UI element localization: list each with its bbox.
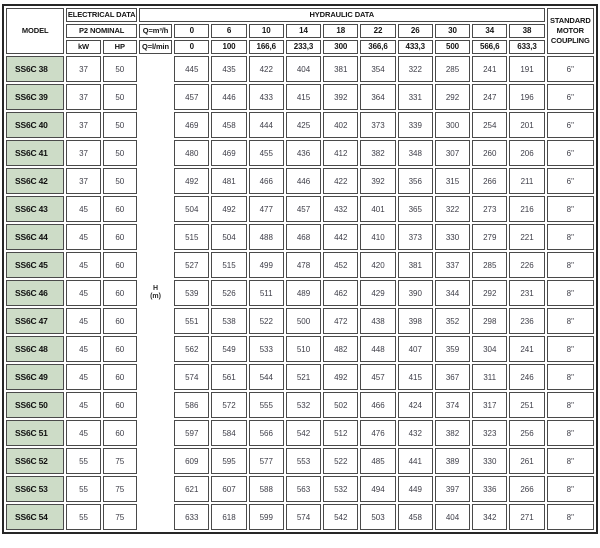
head-value-cell: 544 [249, 364, 284, 390]
flow-m3h-value: 14 [286, 24, 321, 38]
head-value-cell: 432 [323, 196, 358, 222]
kw-cell: 45 [66, 336, 100, 362]
table-row [6, 196, 594, 222]
head-unit-label: (m) [150, 293, 161, 300]
head-value-cell: 251 [509, 392, 544, 418]
coupling-cell: 6" [547, 56, 594, 82]
kw-cell: 37 [66, 84, 100, 110]
flow-lmin-value: 366,6 [360, 40, 395, 54]
flow-lmin-value: 633,3 [509, 40, 544, 54]
table-row [6, 476, 594, 502]
head-value-cell: 466 [360, 392, 395, 418]
head-value-cell: 476 [360, 420, 395, 446]
head-value-cell: 336 [472, 476, 507, 502]
table-body [6, 56, 594, 530]
head-value-cell: 432 [398, 420, 433, 446]
hp-cell: 60 [103, 196, 137, 222]
head-value-cell: 607 [211, 476, 246, 502]
table-row [6, 336, 594, 362]
head-value-cell: 390 [398, 280, 433, 306]
coupling-cell: 8" [547, 224, 594, 250]
coupling-cell: 8" [547, 448, 594, 474]
head-value-cell: 402 [323, 112, 358, 138]
p2-nominal-header: P2 NOMINAL [66, 24, 136, 38]
head-value-cell: 466 [249, 168, 284, 194]
head-value-cell: 599 [249, 504, 284, 530]
hp-cell: 50 [103, 168, 137, 194]
head-value-cell: 522 [249, 308, 284, 334]
table-row [6, 280, 594, 306]
head-value-cell: 392 [360, 168, 395, 194]
head-value-cell: 462 [323, 280, 358, 306]
head-value-cell: 446 [286, 168, 321, 194]
head-value-cell: 485 [360, 448, 395, 474]
head-value-cell: 503 [360, 504, 395, 530]
head-value-cell: 196 [509, 84, 544, 110]
head-value-cell: 633 [174, 504, 209, 530]
head-value-cell: 542 [286, 420, 321, 446]
model-cell: SS6C 43 [6, 196, 64, 222]
head-value-cell: 206 [509, 140, 544, 166]
head-value-cell: 482 [323, 336, 358, 362]
head-value-cell: 374 [435, 392, 470, 418]
head-value-cell: 311 [472, 364, 507, 390]
head-value-cell: 442 [323, 224, 358, 250]
head-value-cell: 621 [174, 476, 209, 502]
kw-cell: 37 [66, 168, 100, 194]
head-value-cell: 401 [360, 196, 395, 222]
head-value-cell: 221 [509, 224, 544, 250]
head-value-cell: 348 [398, 140, 433, 166]
head-value-cell: 441 [398, 448, 433, 474]
head-value-cell: 412 [323, 140, 358, 166]
head-value-cell: 381 [398, 252, 433, 278]
coupling-cell: 8" [547, 504, 594, 530]
model-cell: SS6C 38 [6, 56, 64, 82]
head-value-cell: 382 [435, 420, 470, 446]
head-value-cell: 342 [472, 504, 507, 530]
flow-m3h-value: 10 [249, 24, 284, 38]
coupling-column-header: STANDARD MOTOR COUPLING [547, 8, 594, 54]
head-value-cell: 317 [472, 392, 507, 418]
coupling-cell: 8" [547, 196, 594, 222]
head-value-cell: 422 [323, 168, 358, 194]
head-value-cell: 323 [472, 420, 507, 446]
head-value-cell: 452 [323, 252, 358, 278]
head-value-cell: 330 [472, 448, 507, 474]
head-value-cell: 457 [360, 364, 395, 390]
head-value-cell: 515 [174, 224, 209, 250]
head-value-cell: 322 [435, 196, 470, 222]
model-cell: SS6C 53 [6, 476, 64, 502]
head-value-cell: 436 [286, 140, 321, 166]
head-value-cell: 404 [286, 56, 321, 82]
head-value-cell: 339 [398, 112, 433, 138]
coupling-cell: 8" [547, 308, 594, 334]
head-value-cell: 261 [509, 448, 544, 474]
header-row-groups [6, 8, 594, 22]
model-cell: SS6C 45 [6, 252, 64, 278]
head-value-cell: 533 [249, 336, 284, 362]
head-value-cell: 561 [211, 364, 246, 390]
flow-lmin-label: Q=l/min [139, 40, 172, 54]
head-value-cell: 504 [211, 224, 246, 250]
coupling-cell: 8" [547, 392, 594, 418]
head-value-cell: 266 [509, 476, 544, 502]
coupling-cell: 8" [547, 336, 594, 362]
kw-cell: 45 [66, 364, 100, 390]
head-value-cell: 489 [286, 280, 321, 306]
head-value-cell: 488 [249, 224, 284, 250]
head-value-cell: 574 [286, 504, 321, 530]
head-value-cell: 510 [286, 336, 321, 362]
coupling-cell: 8" [547, 252, 594, 278]
header-row-flow-m3h [6, 24, 594, 38]
head-value-cell: 298 [472, 308, 507, 334]
head-value-cell: 260 [472, 140, 507, 166]
flow-m3h-value: 0 [174, 24, 209, 38]
flow-lmin-value: 566,6 [472, 40, 507, 54]
hp-cell: 60 [103, 392, 137, 418]
coupling-cell: 6" [547, 140, 594, 166]
table-row [6, 364, 594, 390]
head-value-cell: 478 [286, 252, 321, 278]
head-value-cell: 595 [211, 448, 246, 474]
table-row [6, 56, 594, 82]
head-value-cell: 472 [323, 308, 358, 334]
head-value-cell: 618 [211, 504, 246, 530]
head-value-cell: 307 [435, 140, 470, 166]
head-value-cell: 455 [249, 140, 284, 166]
table-row [6, 420, 594, 446]
head-value-cell: 216 [509, 196, 544, 222]
flow-lmin-value: 300 [323, 40, 358, 54]
head-value-cell: 241 [472, 56, 507, 82]
head-value-cell: 549 [211, 336, 246, 362]
header-row-flow-lmin [6, 40, 594, 54]
flow-m3h-value: 38 [509, 24, 544, 38]
head-value-cell: 586 [174, 392, 209, 418]
hp-cell: 60 [103, 336, 137, 362]
head-value-cell: 271 [509, 504, 544, 530]
head-value-cell: 448 [360, 336, 395, 362]
head-value-cell: 457 [174, 84, 209, 110]
flow-lmin-value: 433,3 [398, 40, 433, 54]
head-value-cell: 542 [323, 504, 358, 530]
flow-m3h-value: 6 [211, 24, 246, 38]
model-cell: SS6C 51 [6, 420, 64, 446]
head-value-cell: 597 [174, 420, 209, 446]
model-cell: SS6C 40 [6, 112, 64, 138]
head-value-cell: 254 [472, 112, 507, 138]
head-value-cell: 500 [286, 308, 321, 334]
head-value-cell: 532 [286, 392, 321, 418]
head-value-cell: 304 [472, 336, 507, 362]
head-unit-cell [139, 56, 172, 530]
table-row [6, 168, 594, 194]
head-value-cell: 522 [323, 448, 358, 474]
head-value-cell: 359 [435, 336, 470, 362]
table-row [6, 448, 594, 474]
head-value-cell: 449 [398, 476, 433, 502]
hp-cell: 60 [103, 308, 137, 334]
head-value-cell: 337 [435, 252, 470, 278]
flow-lmin-value: 166,6 [249, 40, 284, 54]
flow-m3h-value: 30 [435, 24, 470, 38]
hp-cell: 75 [103, 476, 137, 502]
head-value-cell: 247 [472, 84, 507, 110]
head-value-cell: 231 [509, 280, 544, 306]
head-value-cell: 322 [398, 56, 433, 82]
hp-cell: 75 [103, 504, 137, 530]
head-value-cell: 477 [249, 196, 284, 222]
flow-lmin-value: 0 [174, 40, 209, 54]
head-value-cell: 588 [249, 476, 284, 502]
head-value-cell: 433 [249, 84, 284, 110]
kw-cell: 55 [66, 448, 100, 474]
head-value-cell: 511 [249, 280, 284, 306]
coupling-cell: 8" [547, 420, 594, 446]
kw-cell: 37 [66, 140, 100, 166]
hp-cell: 50 [103, 112, 137, 138]
head-value-cell: 526 [211, 280, 246, 306]
model-cell: SS6C 52 [6, 448, 64, 474]
head-value-cell: 438 [360, 308, 395, 334]
head-value-cell: 392 [323, 84, 358, 110]
head-value-cell: 469 [174, 112, 209, 138]
head-value-cell: 381 [323, 56, 358, 82]
head-value-cell: 389 [435, 448, 470, 474]
head-value-cell: 226 [509, 252, 544, 278]
head-value-cell: 201 [509, 112, 544, 138]
head-value-cell: 553 [286, 448, 321, 474]
model-cell: SS6C 44 [6, 224, 64, 250]
kw-column-header: kW [66, 40, 100, 54]
model-column-header: MODEL [6, 8, 64, 54]
model-cell: SS6C 54 [6, 504, 64, 530]
head-value-cell: 584 [211, 420, 246, 446]
head-value-cell: 458 [398, 504, 433, 530]
hp-cell: 50 [103, 84, 137, 110]
kw-cell: 45 [66, 224, 100, 250]
head-value-cell: 566 [249, 420, 284, 446]
head-value-cell: 344 [435, 280, 470, 306]
coupling-cell: 6" [547, 168, 594, 194]
head-value-cell: 246 [509, 364, 544, 390]
head-value-cell: 420 [360, 252, 395, 278]
kw-cell: 45 [66, 196, 100, 222]
head-value-cell: 435 [211, 56, 246, 82]
table-row [6, 504, 594, 530]
head-value-cell: 572 [211, 392, 246, 418]
head-value-cell: 551 [174, 308, 209, 334]
table-row [6, 308, 594, 334]
hp-cell: 50 [103, 56, 137, 82]
coupling-cell: 6" [547, 84, 594, 110]
head-value-cell: 236 [509, 308, 544, 334]
head-value-cell: 364 [360, 84, 395, 110]
table-row [6, 112, 594, 138]
head-value-cell: 492 [174, 168, 209, 194]
head-symbol-label: H [152, 284, 159, 292]
head-value-cell: 365 [398, 196, 433, 222]
table-row [6, 252, 594, 278]
head-value-cell: 539 [174, 280, 209, 306]
flow-m3h-label: Q=m³/h [139, 24, 172, 38]
head-value-cell: 574 [174, 364, 209, 390]
kw-cell: 55 [66, 504, 100, 530]
coupling-cell: 8" [547, 280, 594, 306]
flow-lmin-value: 500 [435, 40, 470, 54]
head-value-cell: 404 [435, 504, 470, 530]
head-value-cell: 382 [360, 140, 395, 166]
table-row [6, 84, 594, 110]
head-value-cell: 279 [472, 224, 507, 250]
head-value-cell: 415 [286, 84, 321, 110]
table-row [6, 140, 594, 166]
head-value-cell: 352 [435, 308, 470, 334]
head-value-cell: 444 [249, 112, 284, 138]
head-value-cell: 373 [398, 224, 433, 250]
hp-cell: 60 [103, 364, 137, 390]
head-value-cell: 397 [435, 476, 470, 502]
head-value-cell: 367 [435, 364, 470, 390]
head-value-cell: 273 [472, 196, 507, 222]
head-value-cell: 331 [398, 84, 433, 110]
head-value-cell: 562 [174, 336, 209, 362]
head-value-cell: 410 [360, 224, 395, 250]
hp-cell: 60 [103, 280, 137, 306]
head-value-cell: 191 [509, 56, 544, 82]
head-value-cell: 532 [323, 476, 358, 502]
hp-column-header: HP [103, 40, 137, 54]
head-value-cell: 458 [211, 112, 246, 138]
table-row [6, 392, 594, 418]
kw-cell: 45 [66, 392, 100, 418]
head-value-cell: 492 [323, 364, 358, 390]
model-cell: SS6C 46 [6, 280, 64, 306]
head-value-cell: 468 [286, 224, 321, 250]
head-value-cell: 527 [174, 252, 209, 278]
head-value-cell: 499 [249, 252, 284, 278]
kw-cell: 45 [66, 420, 100, 446]
pump-data-table [2, 4, 598, 534]
table-row [6, 224, 594, 250]
head-value-cell: 407 [398, 336, 433, 362]
hp-cell: 60 [103, 252, 137, 278]
hp-cell: 60 [103, 420, 137, 446]
kw-cell: 45 [66, 308, 100, 334]
head-value-cell: 424 [398, 392, 433, 418]
head-value-cell: 492 [211, 196, 246, 222]
kw-cell: 45 [66, 280, 100, 306]
kw-cell: 37 [66, 112, 100, 138]
head-value-cell: 415 [398, 364, 433, 390]
head-value-cell: 555 [249, 392, 284, 418]
head-value-cell: 515 [211, 252, 246, 278]
coupling-cell: 8" [547, 476, 594, 502]
model-cell: SS6C 47 [6, 308, 64, 334]
coupling-cell: 8" [547, 364, 594, 390]
head-value-cell: 577 [249, 448, 284, 474]
hp-cell: 75 [103, 448, 137, 474]
flow-m3h-value: 22 [360, 24, 395, 38]
head-value-cell: 481 [211, 168, 246, 194]
head-value-cell: 285 [435, 56, 470, 82]
head-value-cell: 457 [286, 196, 321, 222]
head-value-cell: 315 [435, 168, 470, 194]
flow-m3h-value: 26 [398, 24, 433, 38]
head-value-cell: 563 [286, 476, 321, 502]
head-value-cell: 256 [509, 420, 544, 446]
head-value-cell: 425 [286, 112, 321, 138]
head-value-cell: 292 [435, 84, 470, 110]
head-value-cell: 504 [174, 196, 209, 222]
head-value-cell: 241 [509, 336, 544, 362]
head-value-cell: 609 [174, 448, 209, 474]
hp-cell: 50 [103, 140, 137, 166]
head-value-cell: 292 [472, 280, 507, 306]
head-value-cell: 300 [435, 112, 470, 138]
head-value-cell: 266 [472, 168, 507, 194]
hp-cell: 60 [103, 224, 137, 250]
head-value-cell: 373 [360, 112, 395, 138]
head-value-cell: 480 [174, 140, 209, 166]
coupling-cell: 6" [547, 112, 594, 138]
flow-m3h-value: 18 [323, 24, 358, 38]
model-cell: SS6C 39 [6, 84, 64, 110]
head-value-cell: 502 [323, 392, 358, 418]
flow-lmin-value: 100 [211, 40, 246, 54]
hydraulic-data-header: HYDRAULIC DATA [139, 8, 545, 22]
kw-cell: 37 [66, 56, 100, 82]
head-value-cell: 422 [249, 56, 284, 82]
model-cell: SS6C 48 [6, 336, 64, 362]
model-cell: SS6C 42 [6, 168, 64, 194]
head-value-cell: 330 [435, 224, 470, 250]
head-value-cell: 538 [211, 308, 246, 334]
head-value-cell: 446 [211, 84, 246, 110]
head-value-cell: 285 [472, 252, 507, 278]
model-cell: SS6C 49 [6, 364, 64, 390]
electrical-data-header: ELECTRICAL DATA [66, 8, 136, 22]
head-value-cell: 521 [286, 364, 321, 390]
model-cell: SS6C 50 [6, 392, 64, 418]
head-value-cell: 512 [323, 420, 358, 446]
model-cell: SS6C 41 [6, 140, 64, 166]
head-value-cell: 429 [360, 280, 395, 306]
head-value-cell: 354 [360, 56, 395, 82]
head-value-cell: 494 [360, 476, 395, 502]
head-value-cell: 445 [174, 56, 209, 82]
flow-lmin-value: 233,3 [286, 40, 321, 54]
head-value-cell: 398 [398, 308, 433, 334]
head-value-cell: 356 [398, 168, 433, 194]
kw-cell: 45 [66, 252, 100, 278]
head-value-cell: 211 [509, 168, 544, 194]
flow-m3h-value: 34 [472, 24, 507, 38]
kw-cell: 55 [66, 476, 100, 502]
table-header [6, 8, 594, 54]
head-value-cell: 469 [211, 140, 246, 166]
